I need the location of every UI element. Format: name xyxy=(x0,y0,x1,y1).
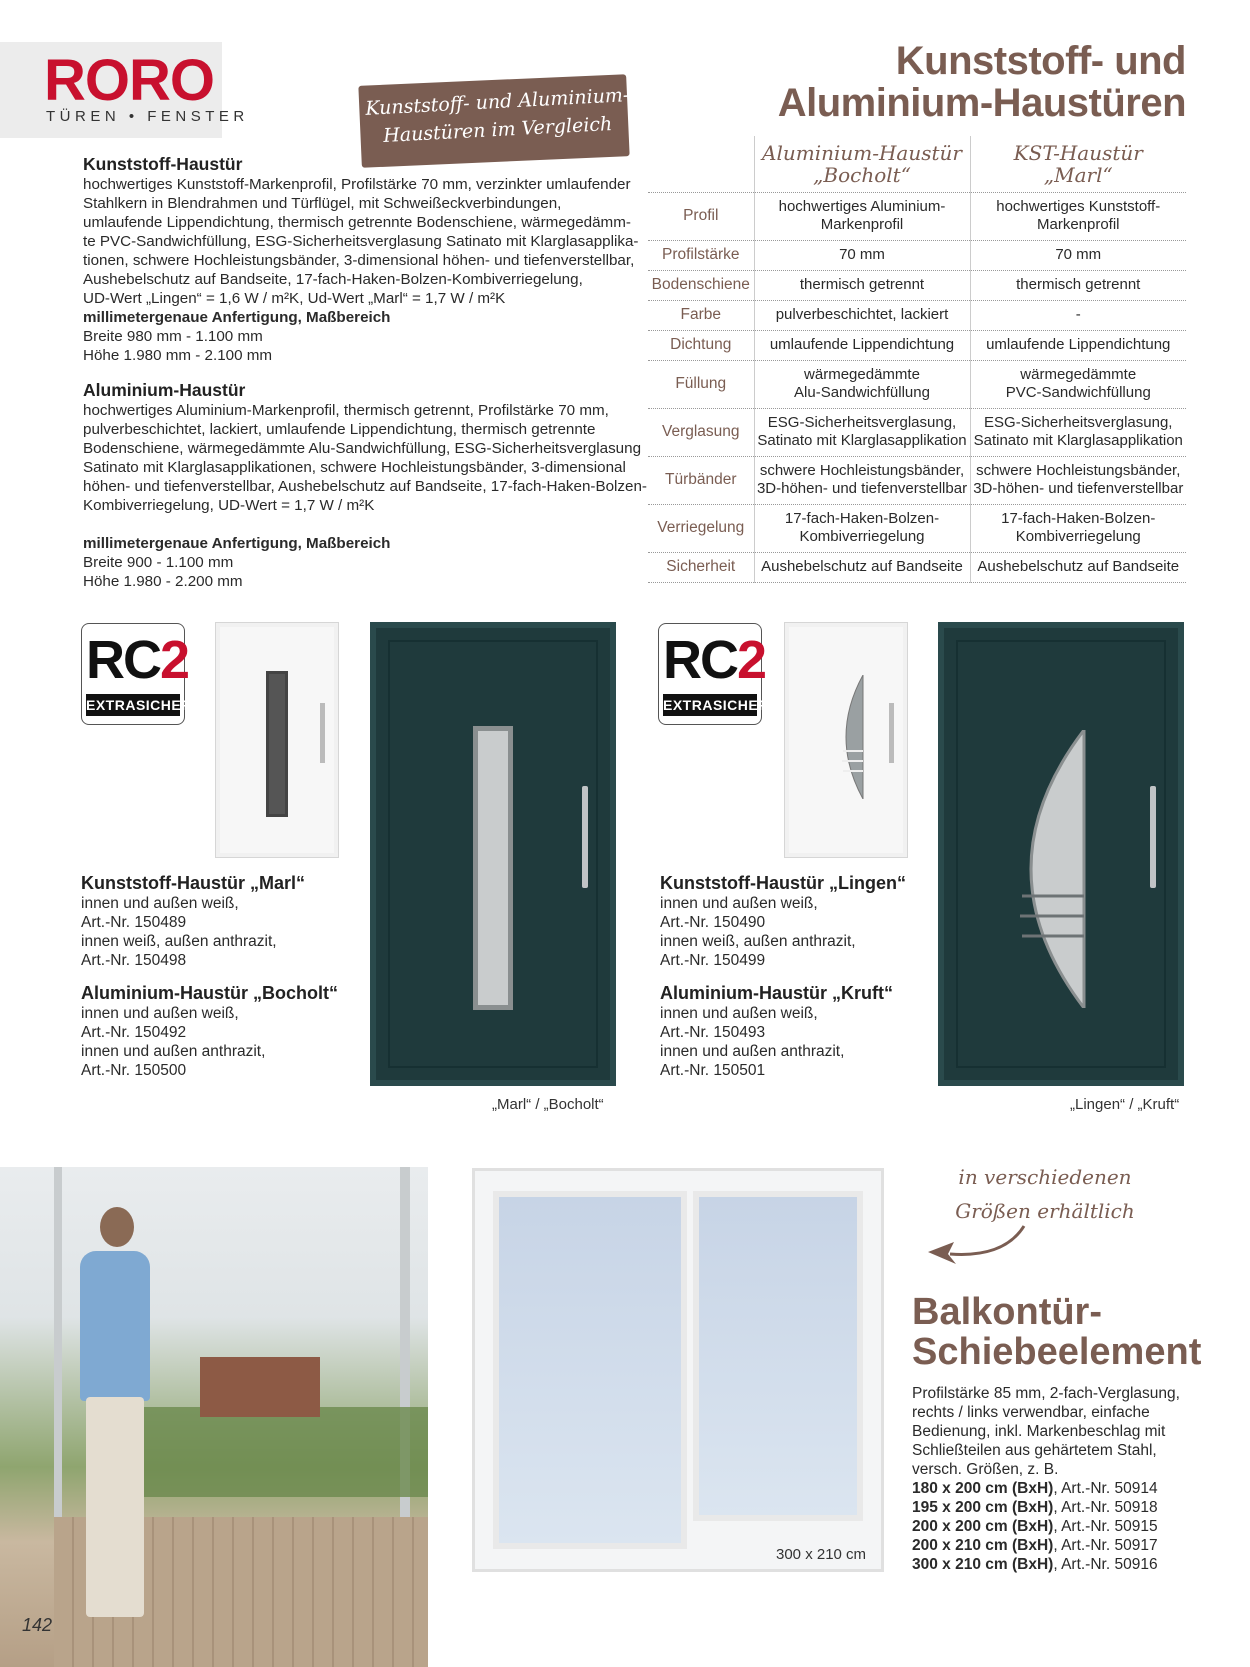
table-cell: schwere Hochleistungsbänder, 3D-höhen- und tiefenverstellbar xyxy=(754,456,970,504)
table-cell: umlaufende Lippendichtung xyxy=(970,330,1186,360)
table-row xyxy=(648,504,1186,552)
kst-description xyxy=(83,154,643,365)
alu-line: höhen- und tiefenverstellbar, Aushebelschutz auf Bandseite, 17-fach-Haken-Bolzen- xyxy=(83,478,647,495)
balkon-line: Schließteilen aus gehärtetem Stahl, xyxy=(912,1442,1157,1459)
balkon-size-row: 180 x 200 cm (BxH), Art.-Nr. 50914 xyxy=(912,1480,1158,1497)
caption-lingen-kruft: „Lingen“ / „Kruft“ xyxy=(1070,1096,1180,1113)
table-cell: hochwertiges Kunststoff- Markenprofil xyxy=(970,192,1186,240)
rc2-badge xyxy=(658,623,769,725)
door-lingen-image xyxy=(784,622,908,858)
man-figure xyxy=(66,1207,154,1627)
table-row-label: Profil xyxy=(648,192,754,240)
product-marl-heading: Kunststoff-Haustür „Marl“ xyxy=(81,873,305,893)
product-bocholt-heading: Aluminium-Haustür „Bocholt“ xyxy=(81,983,338,1003)
door-kruft-glass xyxy=(1008,730,1088,1008)
product-line: innen weiß, außen anthrazit, xyxy=(660,933,856,950)
house-roof xyxy=(200,1357,320,1417)
alu-description xyxy=(83,380,647,591)
alu-width: Breite 900 - 1.100 mm xyxy=(83,554,234,571)
product-kruft-heading: Aluminium-Haustür „Kruft“ xyxy=(660,983,893,1003)
balkon-title-line-2: Schiebeelement xyxy=(912,1331,1202,1373)
page-title xyxy=(766,40,1186,124)
product-line: Art.-Nr. 150500 xyxy=(81,1062,187,1079)
table-row-label: Sicherheit xyxy=(648,552,754,582)
products-right-text xyxy=(660,872,960,1080)
alu-range-heading: millimetergenaue Anfertigung, Maßbereich xyxy=(83,535,391,552)
product-line: Art.-Nr. 150490 xyxy=(660,914,766,931)
alu-height: Höhe 1.980 - 2.200 mm xyxy=(83,573,243,590)
balkon-size-row: 200 x 210 cm (BxH), Art.-Nr. 50917 xyxy=(912,1537,1158,1554)
table-row-label: Verriegelung xyxy=(648,504,754,552)
handwritten-note xyxy=(955,1160,1135,1228)
table-cell: Aushebelschutz auf Bandseite xyxy=(754,552,970,582)
alu-heading: Aluminium-Haustür xyxy=(83,380,246,400)
alu-line: pulverbeschichtet, lackiert, umlaufende Lippendichtung, thermisch getrennte xyxy=(83,421,596,438)
brand-tagline: TÜREN • FENSTER xyxy=(46,108,249,125)
balkon-size-row: 195 x 200 cm (BxH), Art.-Nr. 50918 xyxy=(912,1499,1158,1516)
table-cell: pulverbeschichtet, lackiert xyxy=(754,300,970,330)
alu-line: Kombiverriegelung, UD-Wert = 1,7 W / m²K xyxy=(83,497,375,514)
table-cell: thermisch getrennt xyxy=(754,270,970,300)
product-line: innen und außen weiß, xyxy=(660,1005,818,1022)
table-cell: 17-fach-Haken-Bolzen- Kombiverriegelung xyxy=(754,504,970,552)
table-row xyxy=(648,408,1186,456)
balkon-line: versch. Größen, z. B. xyxy=(912,1461,1059,1478)
table-cell: Aushebelschutz auf Bandseite xyxy=(970,552,1186,582)
table-header-alu: Aluminium-Haustür „Bocholt“ xyxy=(754,136,970,192)
caption-marl-bocholt: „Marl“ / „Bocholt“ xyxy=(492,1096,604,1113)
table-header-empty xyxy=(648,136,754,192)
table-cell: schwere Hochleistungsbänder, 3D-höhen- und tiefenverstellbar xyxy=(970,456,1186,504)
table-row-label: Türbänder xyxy=(648,456,754,504)
table-header-row xyxy=(648,136,1186,192)
door-bocholt-glass xyxy=(473,726,513,1010)
kst-width: Breite 980 mm - 1.100 mm xyxy=(83,328,263,345)
door-handle-icon xyxy=(1150,786,1156,888)
balkon-size-row: 300 x 210 cm (BxH), Art.-Nr. 50916 xyxy=(912,1556,1158,1573)
table-cell: 70 mm xyxy=(754,240,970,270)
product-line: innen und außen anthrazit, xyxy=(81,1043,266,1060)
kst-line: te PVC-Sandwichfüllung, ESG-Sicherheitsverglasung Satinato mit Klarglasapplika- xyxy=(83,233,639,250)
table-row xyxy=(648,192,1186,240)
door-kruft-image xyxy=(938,622,1184,1086)
page-title-line-2: Aluminium-Haustüren xyxy=(777,81,1186,125)
door-bocholt-image xyxy=(370,622,616,1086)
sliding-door-left-pane xyxy=(493,1191,687,1549)
table-cell: umlaufende Lippendichtung xyxy=(754,330,970,360)
table-row xyxy=(648,360,1186,408)
product-line: innen und außen weiß, xyxy=(81,1005,239,1022)
product-line: Art.-Nr. 150492 xyxy=(81,1024,187,1041)
table-row xyxy=(648,456,1186,504)
page-number: 142 xyxy=(22,1615,53,1635)
kst-heading: Kunststoff-Haustür xyxy=(83,154,243,174)
balkon-line: rechts / links verwendbar, einfache xyxy=(912,1404,1150,1421)
handwritten-line-1: in verschiedenen xyxy=(958,1165,1132,1189)
table-cell: 70 mm xyxy=(970,240,1186,270)
table-row-label: Dichtung xyxy=(648,330,754,360)
table-cell: ESG-Sicherheitsverglasung, Satinato mit Klarglasapplikation xyxy=(970,408,1186,456)
table-row xyxy=(648,330,1186,360)
man-head xyxy=(100,1207,134,1247)
kst-height: Höhe 1.980 mm - 2.100 mm xyxy=(83,347,273,364)
kst-line: Stahlkern in Blendrahmen und Türflügel, mit Schweißeckverbindungen, xyxy=(83,195,562,212)
garden-hedge xyxy=(140,1407,428,1497)
product-line: innen und außen anthrazit, xyxy=(660,1043,845,1060)
arrow-icon xyxy=(924,1222,1034,1268)
ribbon-line-1: Kunststoff- und Aluminium- xyxy=(364,84,630,120)
table-cell: thermisch getrennt xyxy=(970,270,1186,300)
product-line: Art.-Nr. 150499 xyxy=(660,952,766,969)
rc2-badge xyxy=(81,623,192,725)
table-row-label: Profilstärke xyxy=(648,240,754,270)
kst-line: UD-Wert „Lingen“ = 1,6 W / m²K, Ud-Wert „Marl“ = 1,7 W / m²K xyxy=(83,290,506,307)
handwritten-line-2: Größen erhältlich xyxy=(955,1199,1135,1223)
kst-line: hochwertiges Kunststoff-Markenprofil, Profilstärke 70 mm, verzinkter umlaufender xyxy=(83,176,631,193)
sliding-door-right-pane xyxy=(693,1191,863,1521)
table-row xyxy=(648,552,1186,582)
door-handle-icon xyxy=(320,703,325,763)
balkon-line: Profilstärke 85 mm, 2-fach-Verglasung, xyxy=(912,1385,1180,1402)
door-handle-icon xyxy=(582,786,588,888)
alu-line: hochwertiges Aluminium-Markenprofil, thermisch getrennt, Profilstärke 70 mm, xyxy=(83,402,609,419)
alu-line: Satinato mit Klarglasapplikationen, schwere Hochleistungsbänder, 3-dimensional xyxy=(83,459,626,476)
product-line: innen und außen weiß, xyxy=(660,895,818,912)
product-line: Art.-Nr. 150489 xyxy=(81,914,187,931)
alu-line: Bodenschiene, wärmegedämmte Alu-Sandwichfüllung, ESG-Sicherheitsverglasung xyxy=(83,440,642,457)
kst-line: umlaufende Lippendichtung, thermisch getrennte Bodenschiene, wärmegedämm- xyxy=(83,214,631,231)
product-line: Art.-Nr. 150498 xyxy=(81,952,187,969)
alu-spacer xyxy=(83,515,643,534)
balkon-description xyxy=(912,1384,1242,1574)
rc2-badge-extrasicher: EXTRASICHER xyxy=(86,694,180,716)
balkon-size-row: 200 x 200 cm (BxH), Art.-Nr. 50915 xyxy=(912,1518,1158,1535)
table-cell: ESG-Sicherheitsverglasung, Satinato mit Klarglasapplikation xyxy=(754,408,970,456)
table-row-label: Farbe xyxy=(648,300,754,330)
sliding-door-image xyxy=(472,1168,884,1572)
table-row-label: Füllung xyxy=(648,360,754,408)
table-cell: wärmegedämmte Alu-Sandwichfüllung xyxy=(754,360,970,408)
door-marl-image xyxy=(215,622,339,858)
lifestyle-photo xyxy=(0,1167,428,1667)
sliding-door-caption: 300 x 210 cm xyxy=(776,1546,867,1563)
rc2-badge-label: RC2 xyxy=(86,630,189,690)
door-lingen-glass xyxy=(835,675,865,799)
table-cell: 17-fach-Haken-Bolzen- Kombiverriegelung xyxy=(970,504,1186,552)
table-cell: wärmegedämmte PVC-Sandwichfüllung xyxy=(970,360,1186,408)
rc2-badge-label: RC2 xyxy=(663,630,766,690)
door-handle-icon xyxy=(889,703,894,763)
table-row xyxy=(648,300,1186,330)
product-line: Art.-Nr. 150493 xyxy=(660,1024,766,1041)
kst-range-heading: millimetergenaue Anfertigung, Maßbereich xyxy=(83,309,391,326)
rc2-badge-extrasicher: EXTRASICHER xyxy=(663,694,757,716)
table-row-label: Bodenschiene xyxy=(648,270,754,300)
door-marl-glass xyxy=(266,671,288,817)
table-row xyxy=(648,240,1186,270)
ribbon-line-2: Haustüren im Vergleich xyxy=(382,112,613,147)
table-row xyxy=(648,270,1186,300)
comparison-table xyxy=(648,136,1186,583)
product-line: Art.-Nr. 150501 xyxy=(660,1062,766,1079)
kst-line: Aushebelschutz auf Bandseite, 17-fach-Haken-Bolzen-Kombiverriegelung, xyxy=(83,271,583,288)
man-shirt xyxy=(80,1251,150,1401)
table-header-kst: KST-Haustür „Marl“ xyxy=(970,136,1186,192)
kst-line: tionen, schwere Hochleistungsbänder, 3-dimensional höhen- und tiefenverstellbar, xyxy=(83,252,635,269)
page-title-line-1: Kunststoff- und xyxy=(895,39,1186,83)
product-line: innen und außen weiß, xyxy=(81,895,239,912)
man-trousers xyxy=(86,1397,144,1617)
balkon-title-line-1: Balkontür- xyxy=(912,1291,1102,1333)
balkon-title xyxy=(912,1292,1201,1372)
brand-logo: RORO xyxy=(44,48,214,113)
table-row-label: Verglasung xyxy=(648,408,754,456)
table-cell: - xyxy=(970,300,1186,330)
balkon-line: Bedienung, inkl. Markenbeschlag mit xyxy=(912,1423,1166,1440)
product-line: innen weiß, außen anthrazit, xyxy=(81,933,277,950)
products-left-text xyxy=(81,872,381,1080)
table-cell: hochwertiges Aluminium- Markenprofil xyxy=(754,192,970,240)
product-lingen-heading: Kunststoff-Haustür „Lingen“ xyxy=(660,873,906,893)
